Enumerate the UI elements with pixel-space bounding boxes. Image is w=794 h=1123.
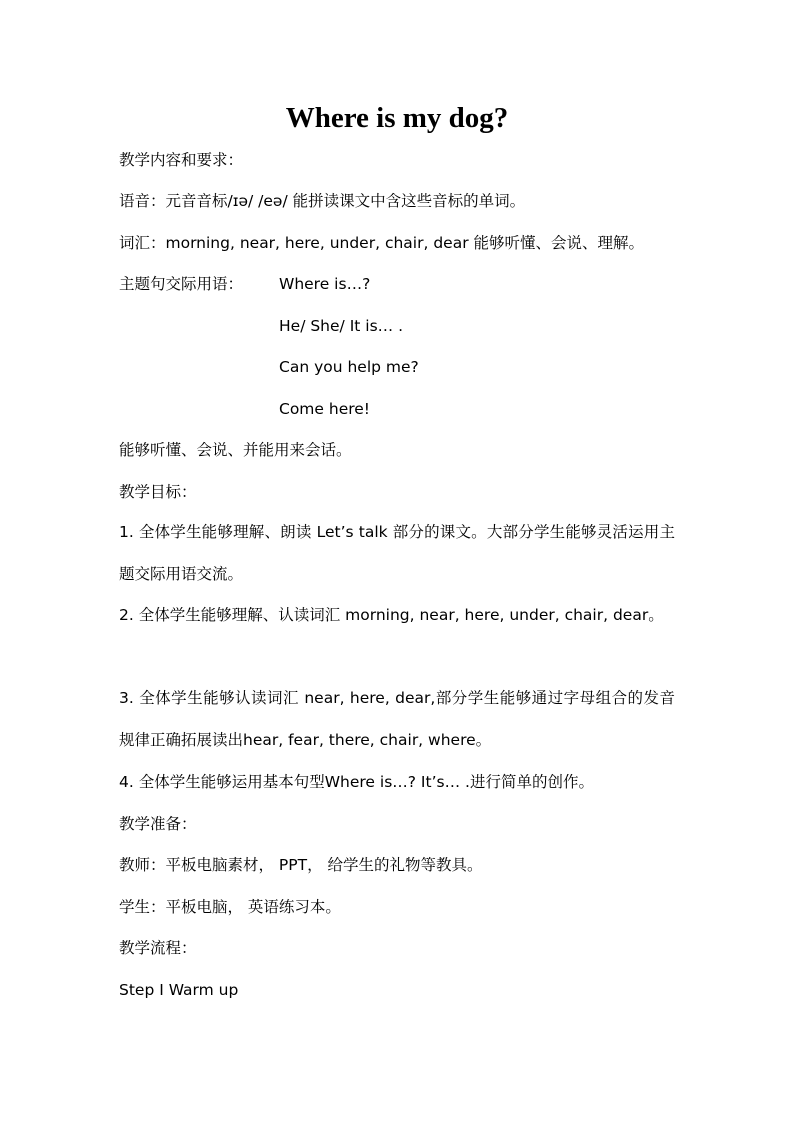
sentence-item: He/ She/ It is… . [279, 317, 403, 335]
goal-item: 1. 全体学生能够理解、朗读 Let’s talk 部分的课文。大部分学生能够灵活运用主题交际用语交流。 [119, 523, 675, 583]
goal-item: 4. 全体学生能够运用基本句型Where is…? It’s… .进行简单的创作。 [119, 773, 594, 791]
prep-teacher: 教师：平板电脑素材， PPT， 给学生的礼物等教具。 [119, 856, 483, 874]
prep-heading: 教学准备： [119, 815, 197, 833]
sentences-note: 能够听懂、会说、并能用来会话。 [119, 441, 352, 459]
goal-item: 3. 全体学生能够认读词汇 near, here, dear,部分学生能够通过字母组合的发音规律正确拓展读出hear, fear, there, chair, where。 [119, 689, 675, 749]
sentence-item: Can you help me? [279, 358, 419, 376]
phonics-requirement: 语音：元音音标/ɪə/ /eə/ 能拼读课文中含这些音标的单词。 [119, 192, 526, 210]
sentences-label: 主题句交际用语： [119, 275, 244, 293]
sentence-item: Come here! [279, 400, 371, 418]
document-title: Where is my dog? [285, 102, 509, 134]
prep-student: 学生：平板电脑， 英语练习本。 [119, 898, 341, 916]
goal-item: 2. 全体学生能够理解、认读词汇 morning, near, here, under, chair, dear。 [119, 606, 664, 624]
content-heading: 教学内容和要求： [119, 151, 244, 169]
sentence-item: Where is…? [279, 275, 371, 293]
vocabulary-requirement: 词汇：morning, near, here, under, chair, dear 能够听懂、会说、理解。 [119, 234, 644, 252]
process-heading: 教学流程： [119, 939, 197, 957]
goals-heading: 教学目标： [119, 483, 197, 501]
step-heading: Step Ⅰ Warm up [119, 981, 239, 999]
